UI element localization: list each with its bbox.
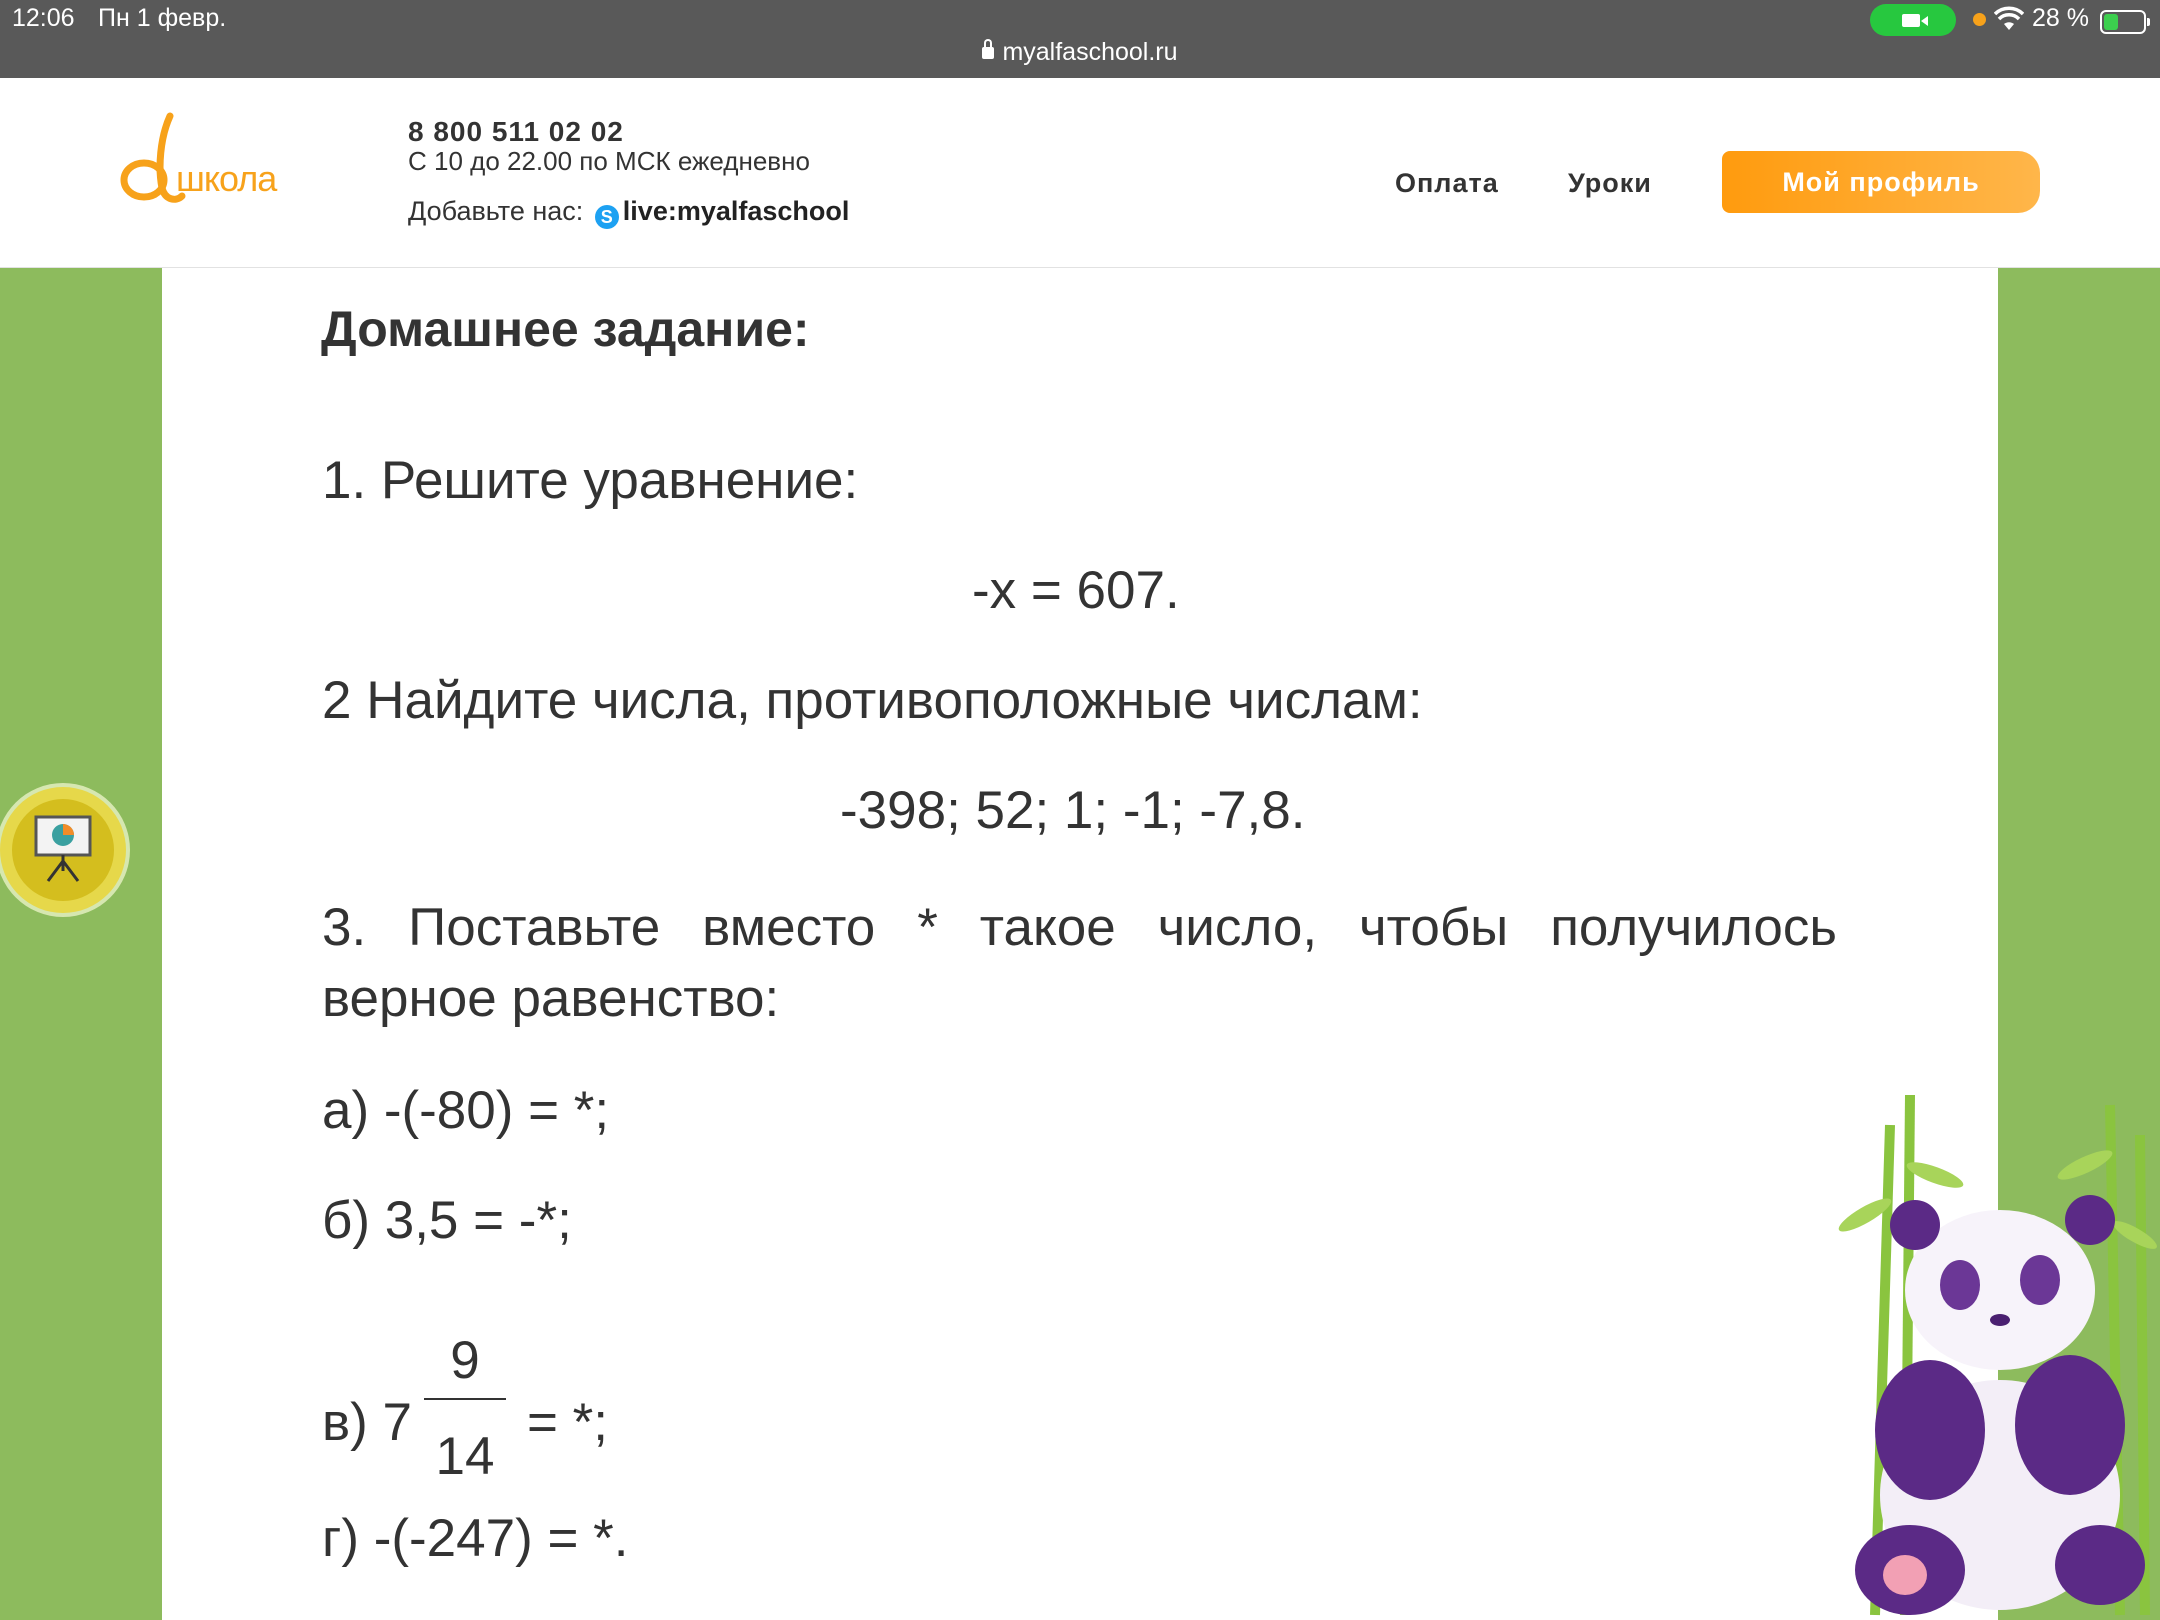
task-3-g: г) -(-247) = *. — [322, 1509, 629, 1568]
nav-payment-link[interactable]: Оплата — [1395, 168, 1499, 198]
working-hours: С 10 до 22.00 по МСК ежедневно — [408, 146, 810, 176]
panda-illustration — [1835, 1095, 2160, 1620]
skype-contact — [408, 196, 849, 229]
task-3-v-suffix: = *; — [527, 1393, 609, 1452]
task-3-a: а) -(-80) = *; — [322, 1081, 610, 1140]
fraction-denominator: 14 — [435, 1427, 495, 1486]
address-bar[interactable] — [0, 38, 2160, 67]
battery-percent: 28 % — [2032, 4, 2089, 32]
status-date: Пн 1 февр. — [98, 4, 227, 32]
task-3-v-prefix: в) 7 — [322, 1393, 413, 1452]
mic-indicator-icon — [1973, 13, 1986, 26]
status-time: 12:06 — [12, 4, 75, 32]
address-url: myalfaschool.ru — [1002, 38, 1178, 66]
nav-lessons-link[interactable]: Уроки — [1568, 168, 1652, 198]
lock-icon — [982, 47, 994, 59]
phone-number[interactable]: 8 800 511 02 02 — [408, 116, 624, 147]
fraction-numerator: 9 — [450, 1331, 480, 1390]
facetime-icon[interactable] — [1870, 4, 1956, 36]
my-profile-button[interactable]: Мой профиль — [1722, 151, 2040, 213]
status-bar — [0, 0, 2160, 78]
task-3-b: б) 3,5 = -*; — [322, 1191, 572, 1250]
battery-icon — [2100, 10, 2146, 34]
wifi-icon — [1994, 6, 2024, 32]
presentation-button[interactable] — [0, 787, 126, 913]
task-3-continued: верное равенство: — [322, 969, 780, 1028]
logo-text: школа — [176, 158, 277, 199]
task-2-numbers: -398; 52; 1; -1; -7,8. — [840, 781, 1306, 840]
presentation-icon — [30, 813, 96, 885]
homework-title: Домашнее задание: — [321, 301, 810, 357]
task-1-equation: -х = 607. — [972, 561, 1180, 620]
site-header — [0, 78, 2160, 268]
add-us-label: Добавьте нас: — [408, 196, 584, 226]
task-2: 2 Найдите числа, противоположные числам: — [322, 671, 1423, 730]
alfa-logo[interactable] — [118, 108, 308, 208]
task-3: 3. Поставьте вместо * такое число, чтобы получилось — [322, 898, 1837, 957]
task-1: 1. Решите уравнение: — [322, 451, 859, 510]
skype-icon: S — [595, 205, 619, 229]
skype-id[interactable]: live:myalfaschool — [622, 196, 850, 226]
fraction-bar — [424, 1398, 506, 1400]
